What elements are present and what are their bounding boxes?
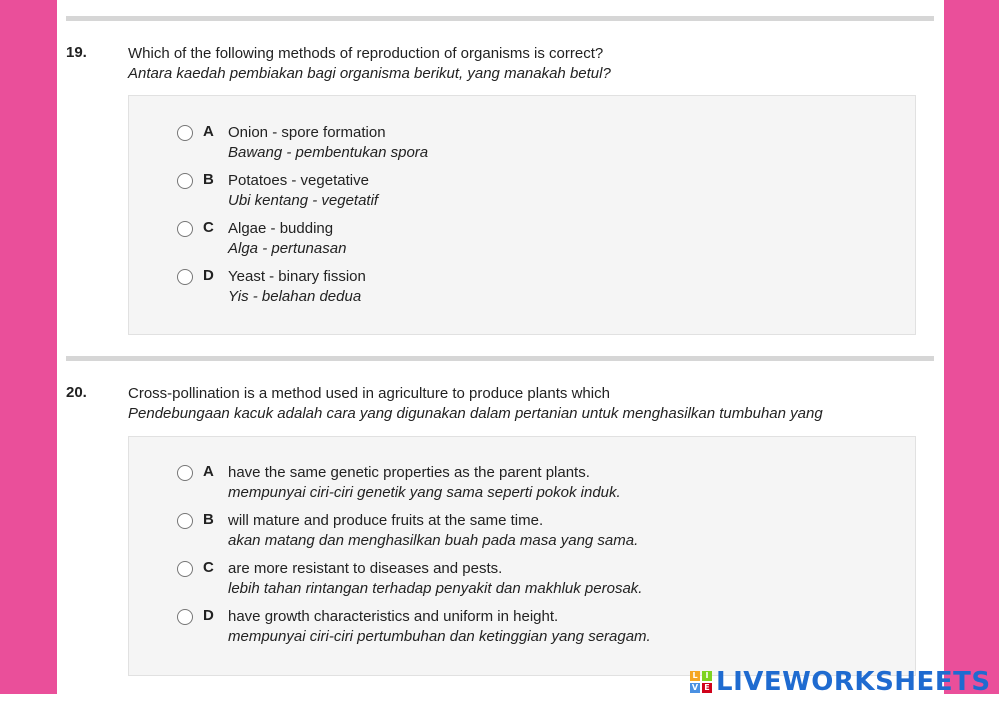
radio-button-20-c[interactable] <box>177 561 193 577</box>
option-text <box>228 219 346 259</box>
logo-grid-cell: L <box>690 671 700 681</box>
radio-button-20-b[interactable] <box>177 513 193 529</box>
option-letter: D <box>203 267 214 284</box>
option-text <box>228 559 642 599</box>
option-english: are more resistant to diseases and pests. <box>228 560 503 577</box>
logo-grid-cell: I <box>702 671 712 681</box>
logo-grid-cell: V <box>691 683 699 692</box>
option-letter: A <box>203 123 214 140</box>
left-pink-margin <box>0 0 57 706</box>
option-english: have the same genetic properties as the parent plants. <box>228 464 590 481</box>
radio-button-19-a[interactable] <box>177 125 193 141</box>
options-box-19 <box>128 95 916 335</box>
logo-grid-icon <box>690 671 712 693</box>
option-malay: lebih tahan rintangan terhadap penyakit dan makhluk perosak. <box>228 580 643 597</box>
question-text-20 <box>128 384 823 424</box>
option-malay: mempunyai ciri-ciri genetik yang sama seperti pokok induk. <box>228 484 621 501</box>
option-english: Algae - budding <box>228 220 334 237</box>
options-box-20 <box>128 436 916 676</box>
option-letter: C <box>203 219 214 236</box>
option-letter: B <box>203 511 214 528</box>
question-20-english: Cross-pollination is a method used in agriculture to produce plants which <box>128 385 610 402</box>
option-malay: Ubi kentang - vegetatif <box>228 192 379 209</box>
question-text-19 <box>128 44 611 84</box>
radio-button-20-a[interactable] <box>177 465 193 481</box>
question-19-malay: Antara kaedah pembiakan bagi organisma berikut, yang manakah betul? <box>128 65 611 82</box>
option-english: have growth characteristics and uniform in height. <box>228 608 559 625</box>
radio-button-19-d[interactable] <box>177 269 193 285</box>
option-letter: B <box>203 171 214 188</box>
question-19-english: Which of the following methods of reproduction of organisms is correct? <box>128 45 604 62</box>
option-text <box>228 171 378 211</box>
radio-button-19-b[interactable] <box>177 173 193 189</box>
question-number-20: 20. <box>66 384 87 401</box>
right-pink-margin <box>944 0 999 706</box>
option-letter: C <box>203 559 214 576</box>
option-letter: D <box>203 607 214 624</box>
logo-grid-cell: E <box>702 683 712 693</box>
divider-top <box>66 16 934 21</box>
option-text <box>228 607 651 647</box>
option-english: will mature and produce fruits at the same time. <box>228 512 544 529</box>
option-malay: Bawang - pembentukan spora <box>228 144 429 161</box>
option-english: Potatoes - vegetative <box>228 172 369 189</box>
option-malay: Alga - pertunasan <box>228 240 347 257</box>
option-malay: mempunyai ciri-ciri pertumbuhan dan ketinggian yang seragam. <box>228 628 651 645</box>
question-number-19: 19. <box>66 44 87 61</box>
option-text <box>228 267 366 307</box>
logo-text: LIVEWORKSHEETS <box>716 667 991 697</box>
option-text <box>228 511 638 551</box>
option-malay: Yis - belahan dedua <box>228 288 362 305</box>
option-letter: A <box>203 463 214 480</box>
option-english: Yeast - binary fission <box>228 268 366 285</box>
divider-middle <box>66 356 934 361</box>
question-20-malay: Pendebungaan kacuk adalah cara yang digunakan dalam pertanian untuk menghasilkan tumbuhan yang <box>128 405 823 422</box>
radio-button-19-c[interactable] <box>177 221 193 237</box>
option-text <box>228 463 621 503</box>
liveworksheets-logo <box>690 668 991 696</box>
option-malay: akan matang dan menghasilkan buah pada masa yang sama. <box>228 532 639 549</box>
option-text <box>228 123 428 163</box>
radio-button-20-d[interactable] <box>177 609 193 625</box>
option-english: Onion - spore formation <box>228 124 386 141</box>
